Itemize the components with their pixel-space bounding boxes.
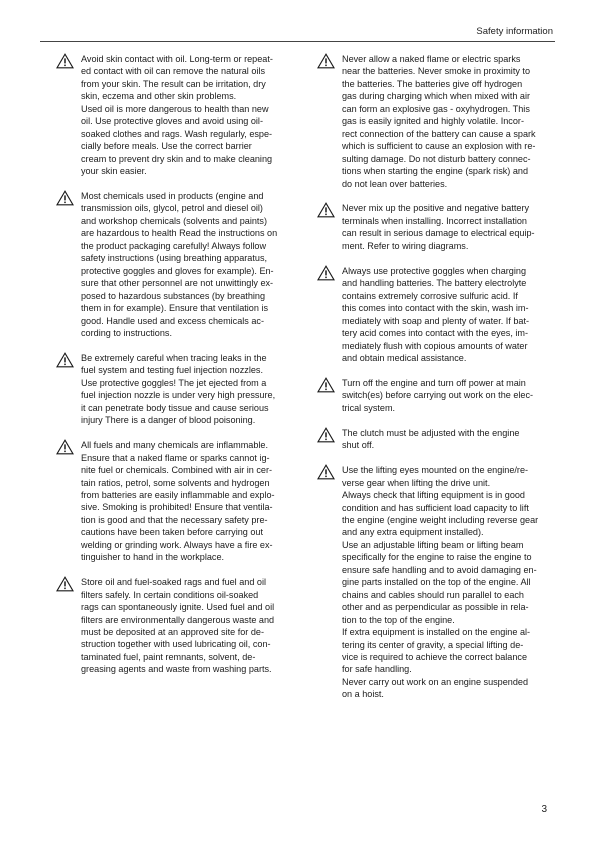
- left-column: [56, 53, 288, 688]
- warning-triangle-icon: [317, 202, 335, 218]
- warning-triangle-icon: [317, 53, 335, 69]
- header-rule: [40, 41, 555, 42]
- warning-text: Never mix up the positive and negative battery terminals when installing. Incorrect installation can result in serious damage to electrical equip- ment. Refer to wiring diagrams.: [342, 203, 535, 251]
- warning-item: [317, 377, 549, 414]
- warning-item: [56, 576, 288, 676]
- warning-text: All fuels and many chemicals are inflammable. Ensure that a naked flame or sparks cannot ig- nite fuel or chemicals. Combined with air in cer- tain ratios, petrol, some solvents and hydrogen from batteries are easily inflammable and explo- sive. Smoking is prohibited! Ensure that ventila- tion is good and that the necessary safety pre- cautions have been taken before carrying out welding or grinding work. Always have a fire ex- tinguisher to hand in the workplace.: [81, 440, 275, 563]
- warning-item: [56, 190, 288, 339]
- warning-item: [56, 439, 288, 564]
- warning-triangle-icon: [56, 190, 74, 206]
- header-title: Safety information: [476, 26, 553, 37]
- warning-triangle-icon: [317, 377, 335, 393]
- warning-triangle-icon: [56, 439, 74, 455]
- warning-text: The clutch must be adjusted with the engine shut off.: [342, 427, 520, 451]
- warning-triangle-icon: [317, 265, 335, 281]
- page-number: 3: [541, 804, 547, 815]
- warning-item: [317, 427, 549, 452]
- warning-item: [317, 202, 549, 252]
- warning-text: Avoid skin contact with oil. Long-term or repeat- ed contact with oil can remove the natural oils from your skin. The result can be irritation, dry skin, eczema and other skin problems. Used oil is more dangerous to health than new oil. Use protective gloves and avoid using oil- soaked clothes and rags. Wash regularly, espe- cially before meals. Use the correct barrier cream to prevent dry skin and to make cleaning your skin easier.: [81, 54, 273, 177]
- right-column: [317, 53, 549, 713]
- warning-item: [56, 53, 288, 178]
- warning-text: Turn off the engine and turn off power at main switch(es) before carrying out work on the elec- trical system.: [342, 377, 534, 413]
- warning-text: Most chemicals used in products (engine and transmission oils, glycol, petrol and diesel oil) and workshop chemicals (solvents and paints) are hazardous to health Read the instructions on the product packaging carefully! Always follow safety instructions (using breathing apparatus, protective goggles and gloves for example). En- sure that other personnel are not unwittingly ex- posed to hazardous substances (by breathing them in for example). Ensure that ventilation is good. Handle used and excess chemicals ac- cording to instructions.: [81, 191, 278, 339]
- warning-text: Store oil and fuel-soaked rags and fuel and oil filters safely. In certain conditions oil-soaked rags can spontaneously ignite. Used fuel and oil filters are environmentally dangerous waste and must be deposited at an approved site for de- struction together with used lubricating oil, con- taminated fuel, paint remnants, solvent, de- greasing agents and waste from washing parts.: [81, 577, 275, 675]
- warning-item: [56, 352, 288, 427]
- warning-triangle-icon: [317, 427, 335, 443]
- warning-item: [317, 53, 549, 190]
- warning-triangle-icon: [56, 53, 74, 69]
- warning-text: Always use protective goggles when charging and handling batteries. The battery electrolyte contains extremely corrosive sulfuric acid. If this comes into contact with the skin, wash im- mediately with soap and plenty of water. If bat- tery acid comes into contact with the eyes, im- mediately flush with copious amounts of water and obtain medical assistance.: [342, 265, 530, 363]
- warning-text: Never allow a naked flame or electric sparks near the batteries. Never smoke in proximity to the batteries. The batteries give off hydrogen gas during charging which when mixed with air can form an explosive gas - oxyhydrogen. This gas is easily ignited and highly volatile. Incor- rect connection of the battery can cause a spark which is sufficient to cause an explosion with re- sulting damage. Do not disturb battery connec- tions when starting the engine (spark risk) and do not lean over batteries.: [342, 54, 536, 189]
- warning-text: Be extremely careful when tracing leaks in the fuel system and testing fuel injection nozzles. Use protective goggles! The jet ejected from a fuel injection nozzle is under very high pressure, it can penetrate body tissue and cause serious injury There is a danger of blood poisoning.: [81, 352, 276, 426]
- warning-triangle-icon: [317, 464, 335, 480]
- warning-triangle-icon: [56, 352, 74, 368]
- warning-item: [317, 464, 549, 701]
- warning-item: [317, 265, 549, 365]
- warning-triangle-icon: [56, 576, 74, 592]
- warning-text: Use the lifting eyes mounted on the engine/re- verse gear when lifting the drive unit. Always check that lifting equipment is in good condition and has sufficient load capacity to lift the engine (engine weight including reverse gear and any extra equipment installed). Use an adjustable lifting beam or lifting beam specifically for the engine to raise the engine to ensure safe handling and to avoid damaging en- gine parts installed on the top of the engine. All chains and cables should run parallel to each other and as perpendicular as possible in rela- tion to the top of the engine. If extra equipment is installed on the engine al- tering its center of gravity, a special lifting de- vice is required to achieve the correct balance for safe handling. Never carry out work on an engine suspended on a hoist.: [342, 465, 539, 700]
